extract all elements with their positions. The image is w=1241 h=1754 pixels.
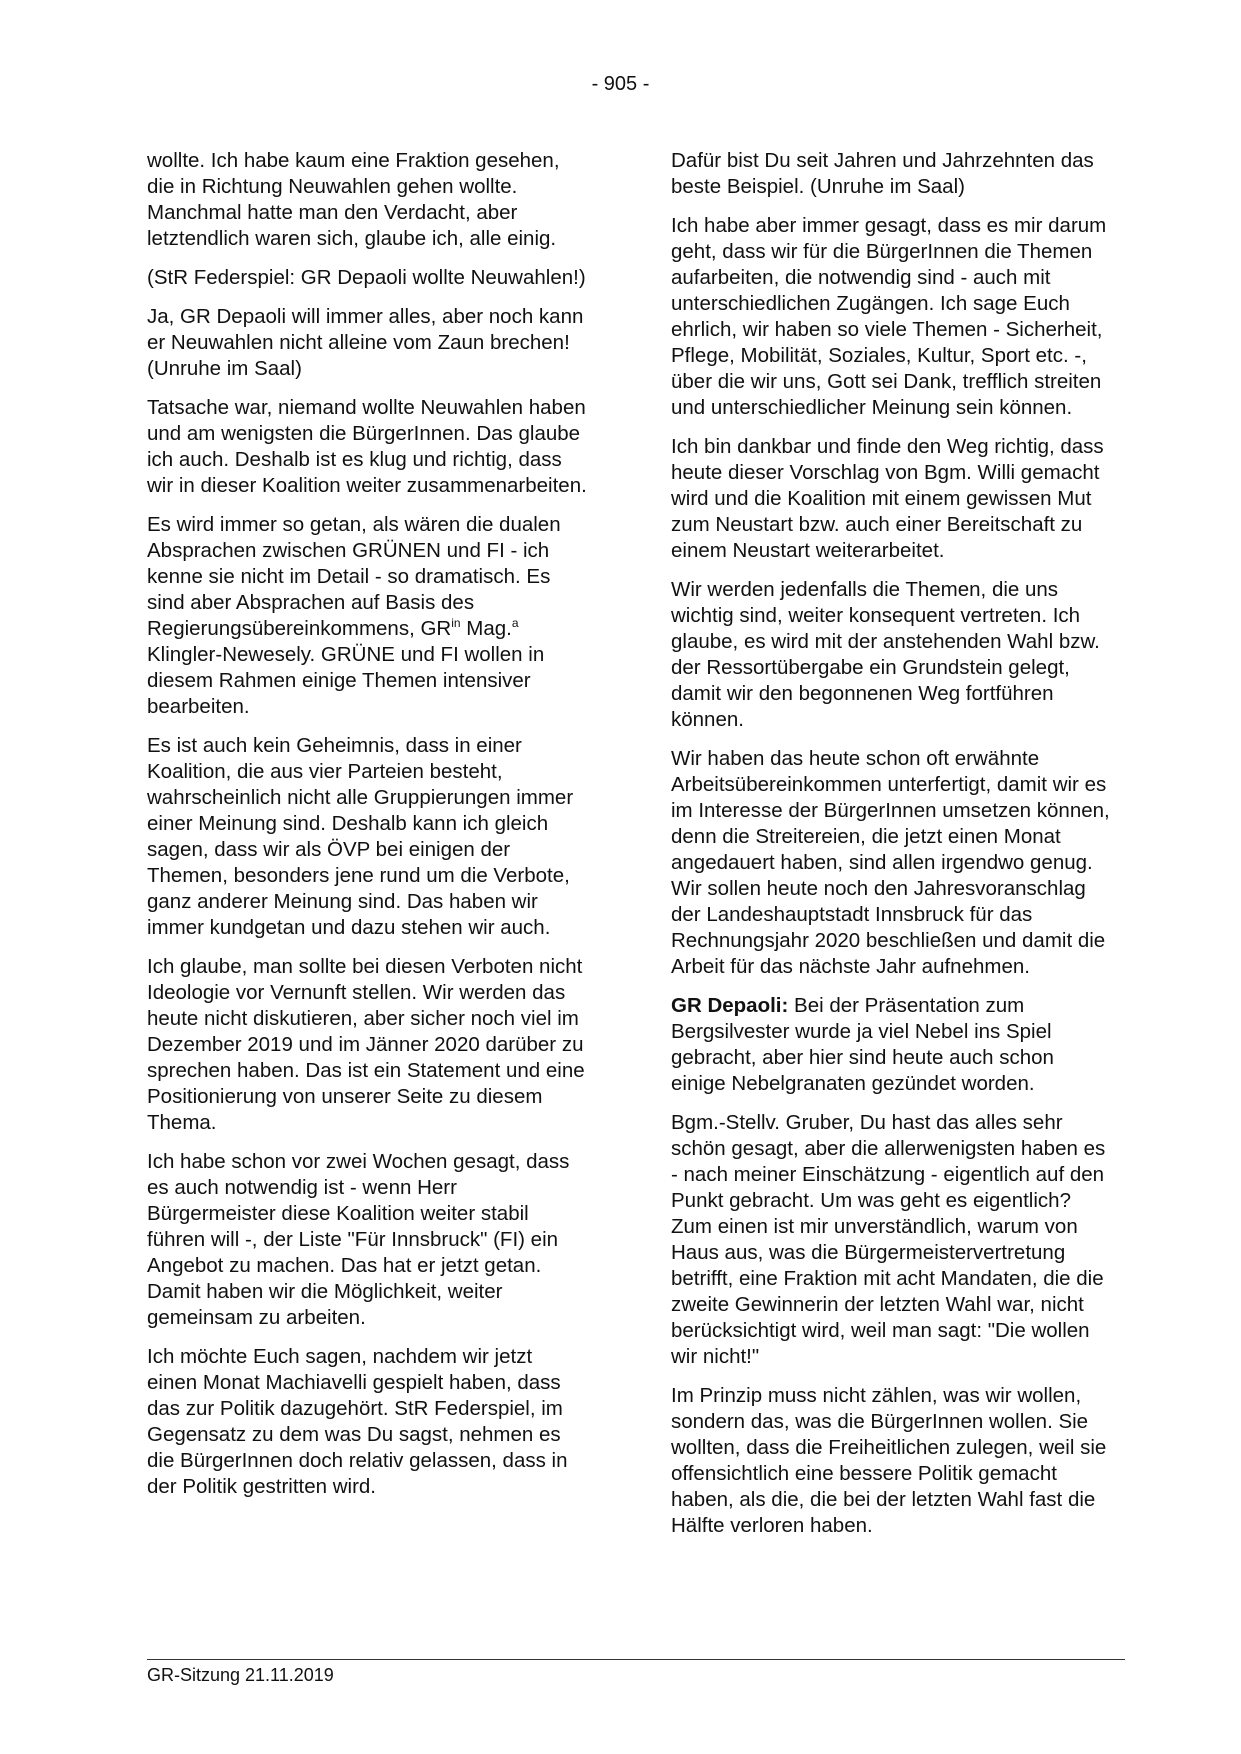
paragraph — [147, 512, 587, 720]
paragraph: Dafür bist Du seit Jahren und Jahrzehnten das beste Beispiel. (Unruhe im Saal) — [671, 149, 1094, 198]
footer-text: GR-Sitzung 21.11.2019 — [147, 1665, 334, 1685]
paragraph: Ich habe schon vor zwei Wochen gesagt, dass es auch notwendig ist - wenn Herr Bürgermeister diese Koalition weiter stabil führen will -, der Liste "Für Innsbruck" (FI) ein Angebot zu machen. Das hat er jetzt getan. Damit haben wir die Möglichkeit, weiter gemeinsam zu arbeiten. — [147, 1150, 570, 1329]
paragraph: Ja, GR Depaoli will immer alles, aber noch kann er Neuwahlen nicht alleine vom Zaun brechen! (Unruhe im Saal) — [147, 305, 584, 380]
text-run: Es wird immer so getan, als wären die dualen Absprachen zwischen GRÜNEN und FI - ich kenne sie nicht im Detail - so dramatisch. Es sind aber Absprachen auf Basis des Regierungsübereinkommens, GR — [147, 513, 561, 640]
text-run: Bei der Präsentation zum Bergsilvester wurde ja viel Nebel ins Spiel gebracht, aber hier sind heute auch schon einige Nebelgranaten gezündet worden. — [671, 994, 1054, 1095]
text-run: Klingler-Newesely. GRÜNE und FI wollen in diesem Rahmen einige Themen intensiver bearbeiten. — [147, 643, 545, 718]
paragraph: Wir haben das heute schon oft erwähnte Arbeitsübereinkommen unterfertigt, damit wir es im Interesse der BürgerInnen umsetzen können, denn die Streitereien, die jetzt einen Monat angedauert haben, sind allen irgendwo genug. Wir sollen heute noch den Jahresvoranschlag der Landeshauptstadt Innsbruck für das Rechnungsjahr 2020 beschließen und damit die Arbeit für das nächste Jahr aufnehmen. — [671, 747, 1110, 978]
paragraph: Ich glaube, man sollte bei diesen Verboten nicht Ideologie vor Vernunft stellen. Wir werden das heute nicht diskutieren, aber sicher noch viel im Dezember 2019 und im Jänner 2020 darüber zu sprechen haben. Das ist ein Statement und eine Positionierung von unserer Seite zu diesem Thema. — [147, 955, 585, 1134]
paragraph: Im Prinzip muss nicht zählen, was wir wollen, sondern das, was die BürgerInnen wollen. Sie wollten, dass die Freiheitlichen zulegen, weil sie offensichtlich eine bessere Politik gemacht haben, als die, die bei der letzten Wahl fast die Hälfte verloren haben. — [671, 1384, 1107, 1537]
superscript: in — [451, 616, 461, 631]
footer-divider — [147, 1659, 1125, 1660]
interjection: (StR Federspiel: GR Depaoli wollte Neuwahlen!) — [147, 266, 586, 289]
paragraph: Ich habe aber immer gesagt, dass es mir darum geht, dass wir für die BürgerInnen die Themen aufarbeiten, die notwendig sind - auch mit unterschiedlichen Zugängen. Ich sage Euch ehrlich, wir haben so viele Themen - Sicherheit, Pflege, Mobilität, Soziales, Kultur, Sport etc. -, über die wir uns, Gott sei Dank, trefflich streiten und unterschiedlicher Meinung sein können. — [671, 214, 1107, 419]
paragraph: Wir werden jedenfalls die Themen, die uns wichtig sind, weiter konsequent vertreten. Ich glaube, es wird mit der anstehenden Wahl bzw. der Ressortübergabe ein Grundstein gelegt, damit wir den begonnenen Weg fortführen können. — [671, 578, 1100, 731]
paragraph: Bgm.-Stellv. Gruber, Du hast das alles sehr schön gesagt, aber die allerwenigsten haben es - nach meiner Einschätzung - eigentlich auf den Punkt gebracht. Um was geht es eigentlich? Zum einen ist mir unverständlich, warum von Haus aus, was die Bürgermeistervertretung betrifft, eine Fraktion mit acht Mandaten, die die zweite Gewinnerin der letzten Wahl war, nicht berücksichtigt wird, weil man sagt: "Die wollen wir nicht!" — [671, 1111, 1106, 1368]
paragraph: Ich möchte Euch sagen, nachdem wir jetzt einen Monat Machiavelli gespielt haben, dass das zur Politik dazugehört. StR Federspiel, im Gegensatz zu dem was Du sagst, nehmen es die BürgerInnen doch relativ gelassen, dass in der Politik gestritten wird. — [147, 1345, 568, 1498]
text-run: Mag. — [460, 617, 512, 640]
page-number: - 905 - — [591, 73, 650, 95]
speaker-name: GR Depaoli: — [671, 994, 789, 1017]
paragraph — [671, 993, 1111, 1097]
paragraph: wollte. Ich habe kaum eine Fraktion gesehen, die in Richtung Neuwahlen gehen wollte. Manchmal hatte man den Verdacht, aber letztendlich waren sich, glaube ich, alle einig. — [147, 149, 560, 250]
left-column — [147, 148, 587, 1513]
paragraph: Es ist auch kein Geheimnis, dass in einer Koalition, die aus vier Parteien besteht, wahrscheinlich nicht alle Gruppierungen immer einer Meinung sind. Deshalb kann ich gleich sagen, dass wir als ÖVP bei einigen der Themen, besonders jene rund um die Verbote, ganz anderer Meinung sind. Das haben wir immer kundgetan und dazu stehen wir auch. — [147, 734, 574, 939]
paragraph: Ich bin dankbar und finde den Weg richtig, dass heute dieser Vorschlag von Bgm. Willi gemacht wird und die Koalition mit einem gewissen Mut zum Neustart bzw. auch einer Bereitschaft zu einem Neustart weiterarbeitet. — [671, 435, 1104, 562]
superscript: a — [511, 616, 519, 631]
right-column — [671, 148, 1111, 1552]
paragraph: Tatsache war, niemand wollte Neuwahlen haben und am wenigsten die BürgerInnen. Das glaube ich auch. Deshalb ist es klug und richtig, dass wir in dieser Koalition weiter zusammenarbeiten. — [147, 396, 587, 497]
